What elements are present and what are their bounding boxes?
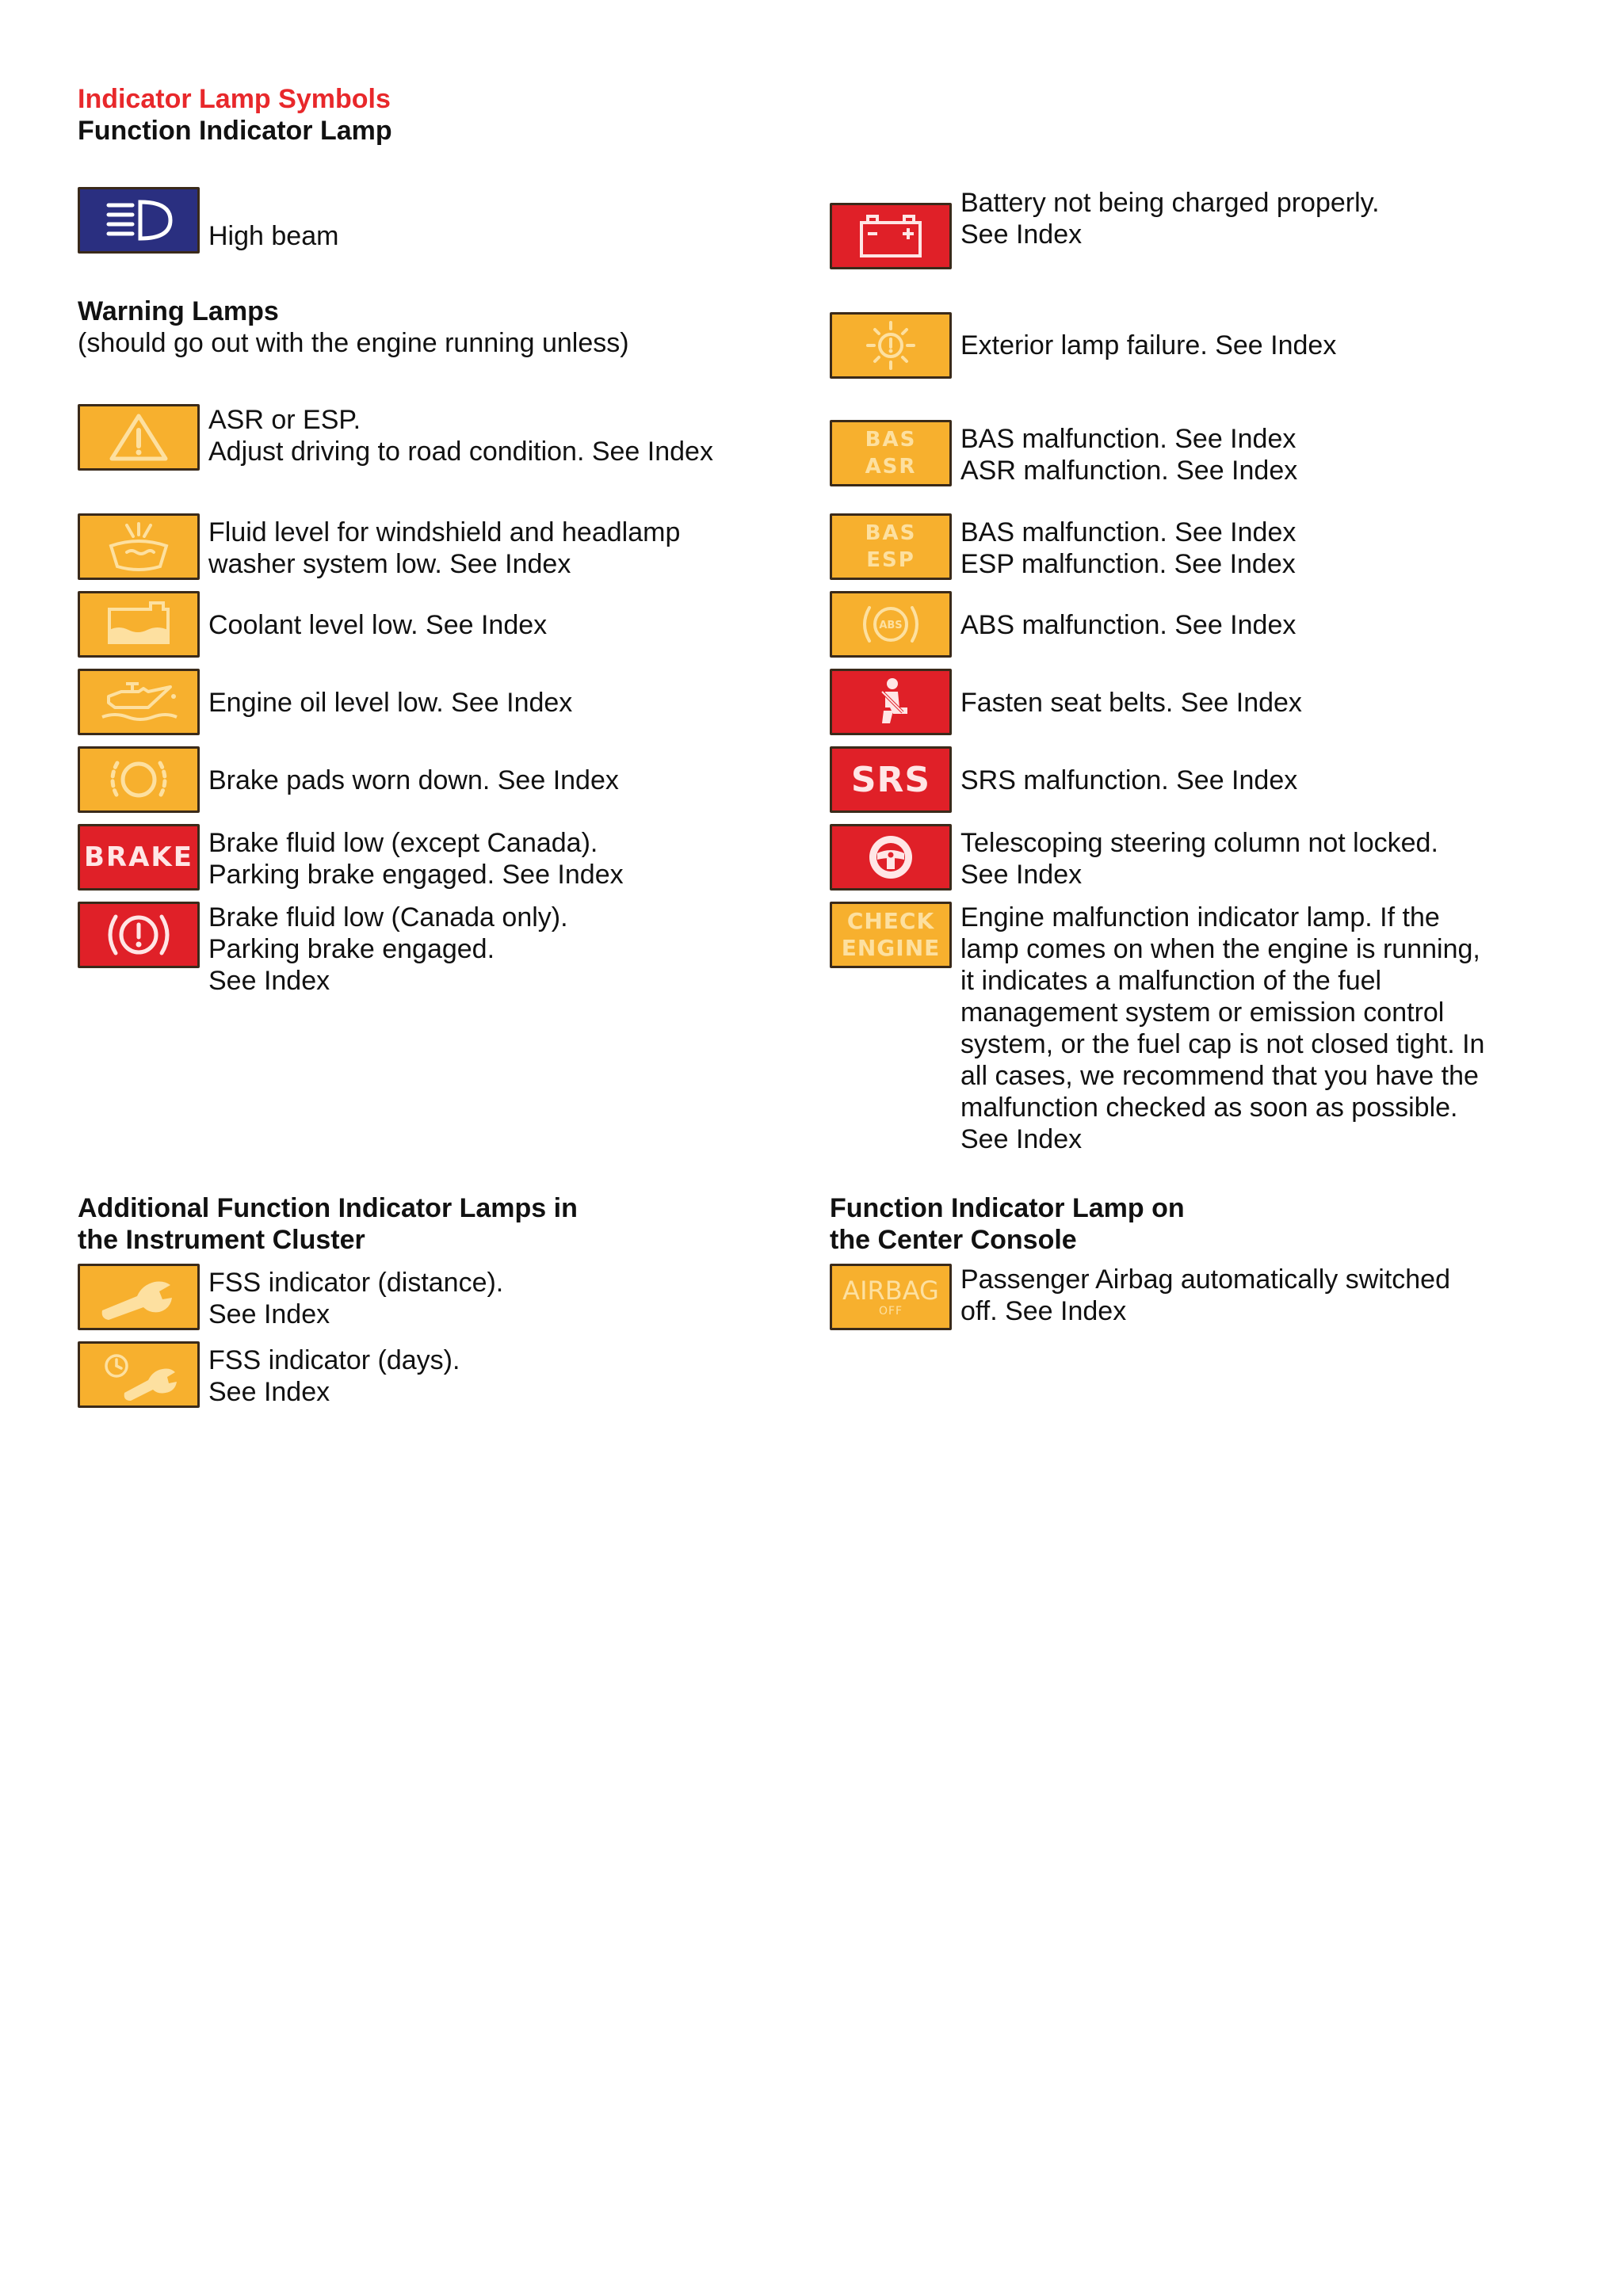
oil-can-icon [78, 669, 200, 735]
console-heading-1: Function Indicator Lamp on [830, 1193, 1185, 1223]
battery-icon [830, 203, 952, 269]
brake-canada-text-1: Brake fluid low (Canada only). [208, 902, 568, 933]
wrench-icon [78, 1264, 200, 1330]
additional-heading-2: the Instrument Cluster [78, 1225, 365, 1255]
high-beam-label: High beam [208, 221, 339, 251]
engine-oil-text: Engine oil level low. See Index [208, 688, 573, 718]
bas-label: BAS [865, 428, 917, 452]
brake-pads-icon [78, 746, 200, 813]
check-engine-text-7: malfunction checked as soon as possible. [960, 1093, 1458, 1123]
section-subtitle: Function Indicator Lamp [78, 116, 392, 146]
seat-belt-text: Fasten seat belts. See Index [960, 688, 1302, 718]
airbag-text-1: Passenger Airbag automatically switched [960, 1264, 1450, 1295]
brake-warning-icon [78, 824, 200, 891]
warning-lamps-heading: Warning Lamps [78, 296, 279, 326]
console-heading-2: the Center Console [830, 1225, 1077, 1255]
asr-label: ASR [865, 455, 917, 479]
asr-esp-text-2: Adjust driving to road condition. See Index [208, 437, 713, 467]
bas-asr-text-1: BAS malfunction. See Index [960, 424, 1296, 454]
check-engine-text-8: See Index [960, 1124, 1083, 1154]
brake-icon-label: BRAKE [84, 841, 193, 873]
seat-belt-icon [830, 669, 952, 735]
abs-icon [830, 591, 952, 658]
asr-esp-text-1: ASR or ESP. [208, 405, 361, 435]
airbag-label: AIRBAG [842, 1276, 939, 1306]
check-engine-text-2: lamp comes on when the engine is running, [960, 934, 1480, 964]
bas-asr-text-2: ASR malfunction. See Index [960, 456, 1298, 486]
warning-triangle-icon [78, 404, 200, 471]
esp-label: ESP [866, 548, 915, 572]
brake-pads-text: Brake pads worn down. See Index [208, 765, 619, 795]
brake-canada-text-3: See Index [208, 966, 330, 996]
check-engine-text-4: management system or emission control [960, 997, 1445, 1028]
fss-days-text-1: FSS indicator (days). [208, 1345, 460, 1375]
abs-text: ABS malfunction. See Index [960, 610, 1296, 640]
bas-esp-text-2: ESP malfunction. See Index [960, 549, 1296, 579]
fss-distance-text-2: See Index [208, 1299, 330, 1329]
srs-icon [830, 746, 952, 813]
fss-days-text-2: See Index [208, 1377, 330, 1407]
battery-text-1: Battery not being charged properly. [960, 188, 1380, 218]
check-engine-text-6: all cases, we recommend that you have the [960, 1061, 1479, 1091]
airbag-off-label: OFF [878, 1305, 903, 1318]
check-engine-text-1: Engine malfunction indicator lamp. If the [960, 902, 1440, 933]
fss-distance-text-1: FSS indicator (distance). [208, 1268, 504, 1298]
brake-circle-exclamation-icon [78, 902, 200, 968]
check-engine-icon [830, 902, 952, 968]
coolant-level-icon [78, 591, 200, 658]
brake-fluid-text-1: Brake fluid low (except Canada). [208, 828, 598, 858]
exterior-lamp-failure-icon [830, 312, 952, 379]
exterior-lamp-text: Exterior lamp failure. See Index [960, 330, 1337, 360]
washer-fluid-icon [78, 513, 200, 580]
battery-text-2: See Index [960, 219, 1083, 250]
clock-wrench-icon [78, 1341, 200, 1408]
abs-icon-label: ABS [879, 620, 903, 631]
check-engine-text-3: it indicates a malfunction of the fuel [960, 966, 1382, 996]
high-beam-icon [78, 187, 200, 254]
bas-esp-icon [830, 513, 952, 580]
steering-text-2: See Index [960, 860, 1083, 890]
brake-fluid-text-2: Parking brake engaged. See Index [208, 860, 624, 890]
additional-heading-1: Additional Function Indicator Lamps in [78, 1193, 578, 1223]
bas-asr-icon [830, 420, 952, 486]
section-title: Indicator Lamp Symbols [78, 84, 391, 114]
washer-fluid-text-1: Fluid level for windshield and headlamp [208, 517, 681, 547]
check-engine-text-5: system, or the fuel cap is not closed tight. In [960, 1029, 1485, 1059]
bas-esp-text-1: BAS malfunction. See Index [960, 517, 1296, 547]
srs-text: SRS malfunction. See Index [960, 765, 1298, 795]
airbag-off-icon [830, 1264, 952, 1330]
check-label: CHECK [846, 908, 935, 934]
washer-fluid-text-2: washer system low. See Index [208, 549, 571, 579]
steering-wheel-icon [830, 824, 952, 891]
warning-lamps-subheading: (should go out with the engine running unless) [78, 328, 629, 358]
coolant-text: Coolant level low. See Index [208, 610, 548, 640]
steering-text-1: Telescoping steering column not locked. [960, 828, 1438, 858]
engine-label: ENGINE [841, 935, 941, 961]
bas-label-2: BAS [865, 521, 917, 545]
brake-canada-text-2: Parking brake engaged. [208, 934, 495, 964]
srs-icon-label: SRS [850, 759, 931, 800]
airbag-text-2: off. See Index [960, 1296, 1127, 1326]
